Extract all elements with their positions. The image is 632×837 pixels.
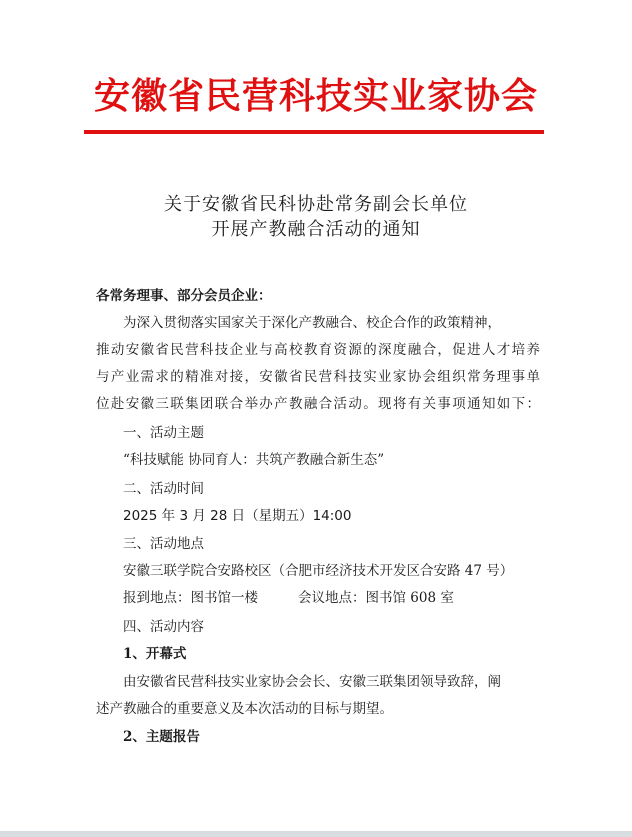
checkin-location: 报到地点：图书馆一楼 xyxy=(123,590,258,606)
intro-line-4: 位赴安徽三联集团联合举办产教融合活动。现将有关事项通知如下： xyxy=(96,396,540,412)
subsection-1-line-1: 由安徽省民营科技实业家协会会长、安徽三联集团领导致辞，阐 xyxy=(123,674,501,690)
notice-title-line2: 开展产教融合活动的通知 xyxy=(211,219,421,240)
notice-title-line1: 关于安徽省民科协赴常务副会长单位 xyxy=(164,194,468,215)
intro-line-3: 与产业需求的精准对接，安徽省民营科技实业家协会组织常务理事单 xyxy=(96,369,540,385)
section-3-address: 安徽三联学院合安路校区（合肥市经济技术开发区合安路 47 号） xyxy=(123,563,514,579)
section-4-heading: 四、活动内容 xyxy=(123,619,204,635)
intro-line-2: 推动安徽省民营科技企业与高校教育资源的深度融合，促进人才培养 xyxy=(96,342,540,358)
meeting-location: 会议地点：图书馆 608 室 xyxy=(298,590,454,606)
page-bottom-edge xyxy=(0,831,632,837)
section-2-time: 2025 年 3 月 28 日（星期五）14:00 xyxy=(123,508,352,524)
section-1-theme: “科技赋能 协同育人：共筑产教融合新生态” xyxy=(123,452,385,468)
letterhead-divider xyxy=(84,130,544,134)
subsection-2-heading: 2、主题报告 xyxy=(123,729,200,745)
subsection-1-heading: 1、开幕式 xyxy=(123,646,187,662)
section-2-heading: 二、活动时间 xyxy=(123,481,204,497)
salutation: 各常务理事、部分会员企业： xyxy=(96,288,272,304)
subsection-1-line-2: 述产教融合的重要意义及本次活动的目标与期望。 xyxy=(96,701,393,717)
section-3-heading: 三、活动地点 xyxy=(123,536,204,552)
letterhead-title: 安徽省民营科技实业家协会 xyxy=(93,76,538,117)
intro-line-1: 为深入贯彻落实国家关于深化产教融合、校企合作的政策精神， xyxy=(123,315,501,331)
section-3-venues xyxy=(123,586,454,606)
section-1-heading: 一、活动主题 xyxy=(123,425,204,441)
